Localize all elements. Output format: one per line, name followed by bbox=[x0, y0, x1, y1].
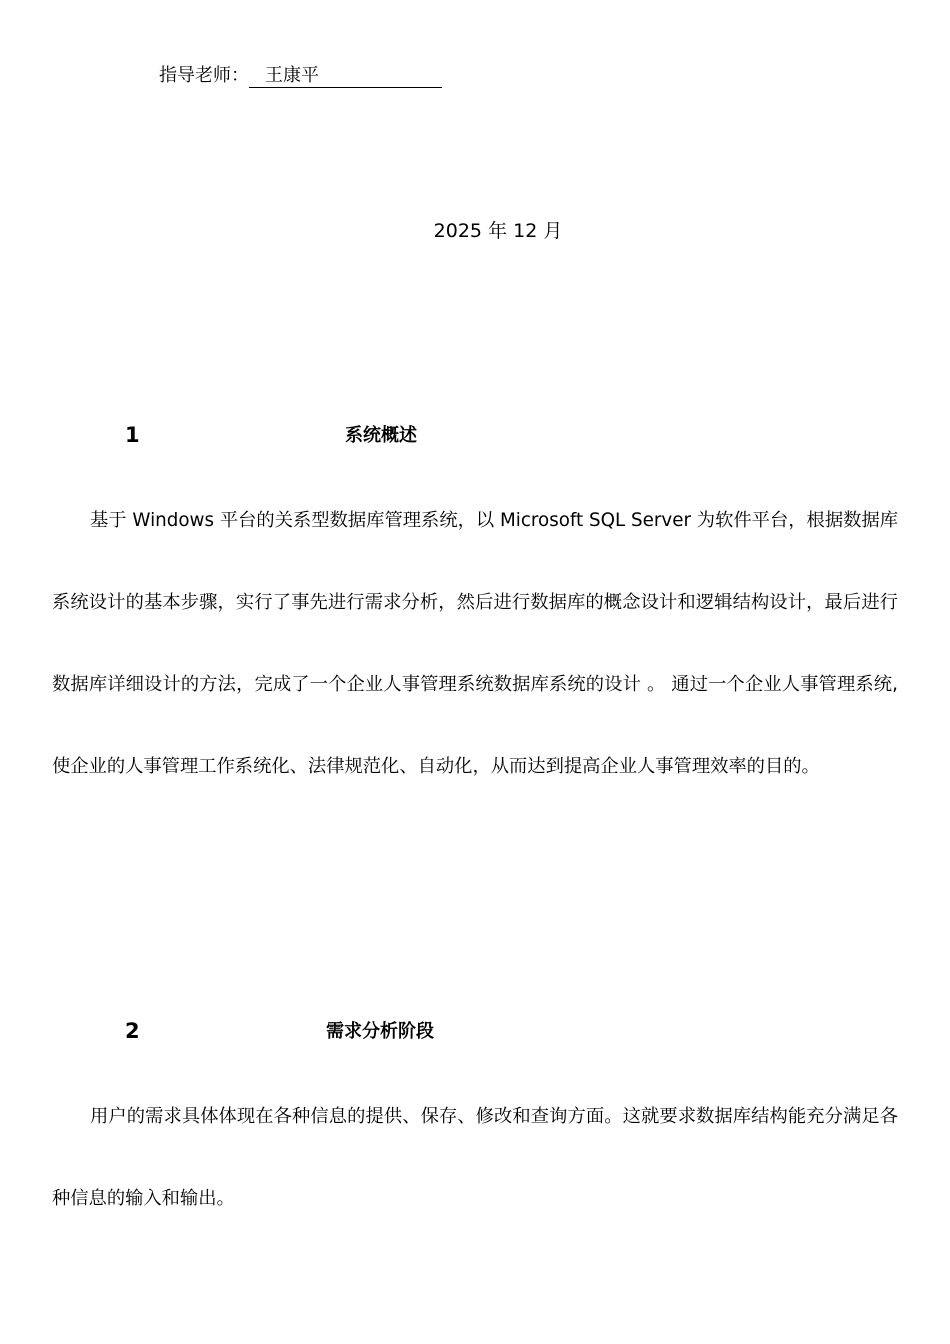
section-paragraph-2: 用户的需求具体体现在各种信息的提供、保存、修改和查询方面。这就要求数据库结构能充分满足各种信息的输入和输出。 bbox=[52, 1106, 898, 1209]
section-title: 需求分析阶段 bbox=[326, 1021, 434, 1042]
section-title: 系统概述 bbox=[345, 425, 417, 446]
section-heading-1 bbox=[0, 420, 950, 450]
advisor-label: 指导老师： bbox=[159, 65, 249, 86]
document-date: 2025 年 12 月 bbox=[433, 220, 563, 242]
advisor-name-field: 王康平 bbox=[249, 65, 442, 88]
section-heading-2 bbox=[0, 1016, 950, 1046]
advisor-line bbox=[159, 64, 442, 88]
section-paragraph-1: 基于 Windows 平台的关系型数据库管理系统，以 Microsoft SQL Server 为软件平台，根据数据库系统设计的基本步骤，实行了事先进行需求分析，然后进行数据库的概念设计和逻辑结构设计，最后进行数据库详细设计的方法，完成了一个企业人事管理系统数据库系统的设计 。 通过一个企业人事管理系统,使企业的人事管理工作系统化、法律规范化、自动化，从而达到提高企业人事管理效率的目的。 bbox=[52, 510, 898, 777]
section-number: 2 bbox=[125, 1019, 140, 1043]
section-number: 1 bbox=[125, 423, 140, 447]
